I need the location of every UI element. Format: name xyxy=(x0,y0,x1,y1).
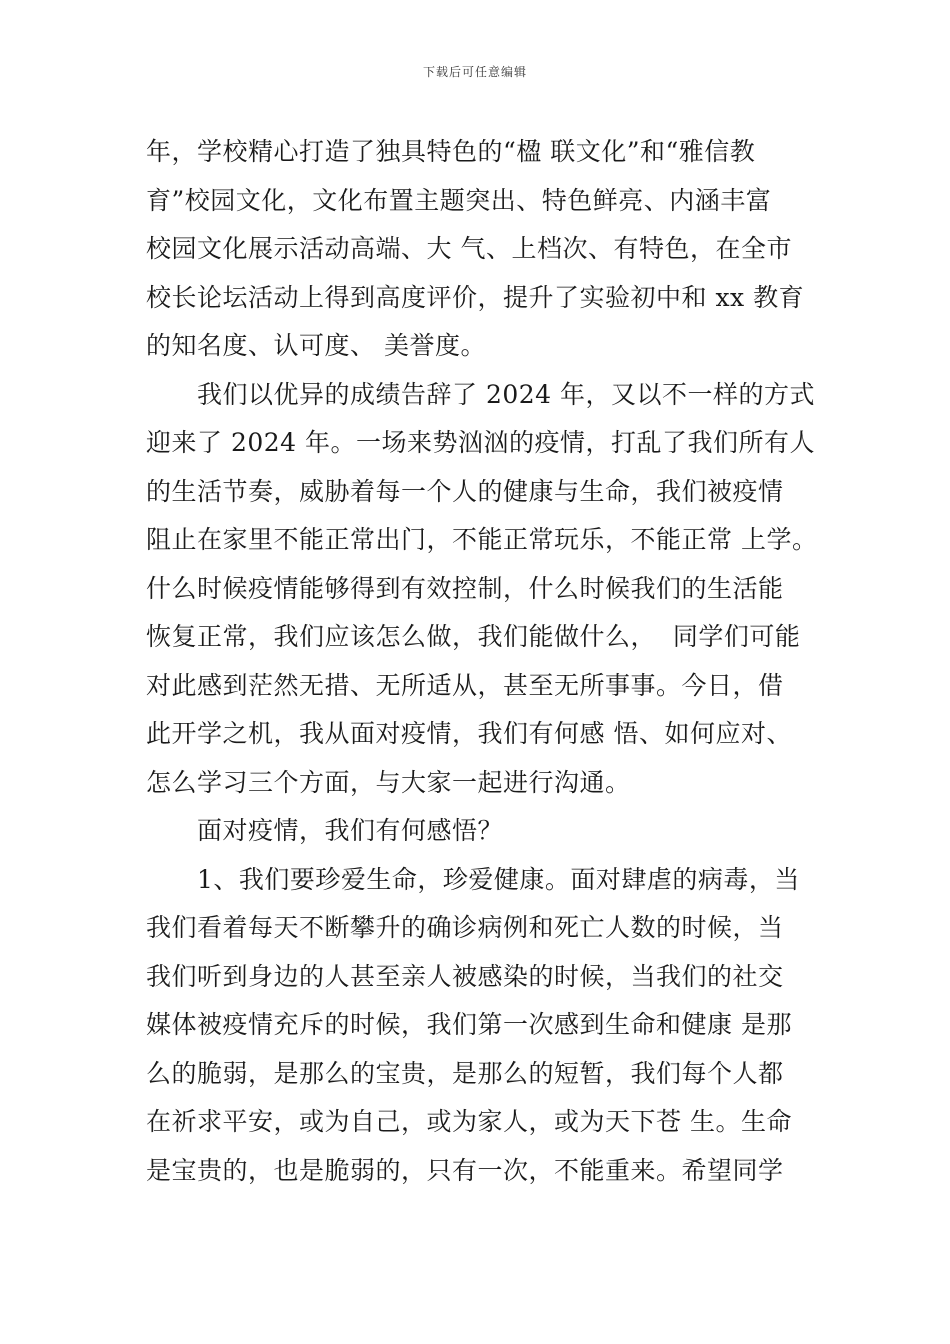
text-line: 么的脆弱，是那么的宝贵，是那么的短暂，我们每个人都 xyxy=(146,1058,784,1088)
text-line: 校园文化展示活动高端、大 气、上档次、有特色，在全市 xyxy=(146,234,792,263)
text-line: 阻止在家里不能正常出门，不能正常玩乐，不能正常 上学。 xyxy=(146,525,818,554)
text-line: 什么时候疫情能够得到有效控制，什么时候我们的生活能 xyxy=(146,573,784,603)
text-line: 育”校园文化，文化布置主题突出、特色鲜亮、内涵丰富 xyxy=(146,185,772,215)
text-line: 年，学校精心打造了独具特色的“楹 联文化”和“雅信教 xyxy=(146,137,756,166)
page-header: 下载后可任意编辑 xyxy=(422,65,527,79)
text-line: 的生活节奏，威胁着每一个人的健康与生命，我们被疫情 xyxy=(146,476,784,506)
text-line: 的知名度、认可度、 美誉度。 xyxy=(146,331,486,360)
text-line: 此开学之机，我从面对疫情，我们有何感 悟、如何应对、 xyxy=(146,719,792,748)
text-line: 面对疫情，我们有何感悟？ xyxy=(197,816,504,845)
text-line: 对此感到茫然无措、无所适从，甚至无所事事。今日，借 xyxy=(146,670,784,700)
text-line: 校长论坛活动上得到高度评价，提升了实验初中和 xx 教育 xyxy=(146,282,805,312)
text-line: 怎么学习三个方面，与大家一起进行沟通。 xyxy=(146,767,631,797)
text-line: 是宝贵的，也是脆弱的，只有一次，不能重来。希望同学 xyxy=(146,1155,784,1185)
text-line: 恢复正常，我们应该怎么做，我们能做什么， 同学们可能 xyxy=(146,622,801,651)
text-line: 我们看着每天不断攀升的确诊病例和死亡人数的时候，当 xyxy=(146,913,784,942)
text-line: 媒体被疫情充斥的时候，我们第一次感到生命和健康 是那 xyxy=(146,1010,792,1039)
text-line: 在祈求平安，或为自己，或为家人，或为天下苍 生。生命 xyxy=(146,1107,792,1136)
text-line: 1、我们要珍爱生命，珍爱健康。面对肆虐的病毒，当 xyxy=(197,864,800,894)
text-line: 迎来了 2024 年。一场来势汹汹的疫情，打乱了我们所有人 xyxy=(146,428,816,457)
text-line: 我们以优异的成绩告辞了 2024 年，又以不一样的方式 xyxy=(197,379,816,409)
document-body xyxy=(146,128,816,1195)
text-line: 我们听到身边的人甚至亲人被感染的时候，当我们的社交 xyxy=(146,961,784,991)
